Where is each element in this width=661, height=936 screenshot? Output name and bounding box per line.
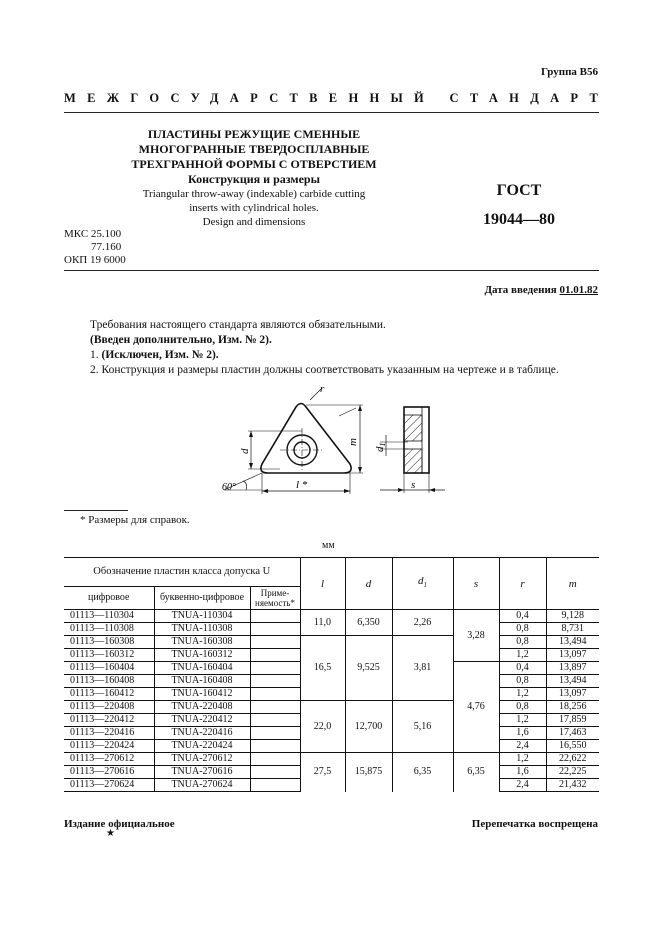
cell-alpha: TNUA-160404 — [154, 662, 250, 675]
cell-applicability — [250, 610, 300, 623]
cell-l: 16,5 — [300, 636, 345, 701]
header-d1-sub: 1 — [423, 581, 427, 590]
cell-r: 1,2 — [499, 688, 546, 701]
header-d: d — [345, 558, 392, 610]
cell-d: 12,700 — [345, 701, 392, 753]
label-m: m — [347, 438, 359, 446]
cell-digit: 01113—160408 — [64, 675, 154, 688]
title-en-line2: inserts with cylindrical holes. — [189, 202, 319, 214]
header-app-line1: Приме- — [260, 588, 290, 598]
cell-applicability — [250, 727, 300, 740]
cell-digit: 01113—270616 — [64, 766, 154, 779]
label-d1-sub: 1 — [378, 442, 387, 447]
cell-digit: 01113—160412 — [64, 688, 154, 701]
header-designation: Обозначение пластин класса допуска U — [64, 558, 300, 587]
title-en-line1: Triangular throw-away (indexable) carbide cutting — [142, 188, 366, 200]
paragraph-1 — [90, 348, 559, 363]
cell-d: 9,525 — [345, 636, 392, 701]
label-l: l * — [296, 479, 308, 491]
gost-block — [454, 176, 584, 234]
title-en-line3: Design and dimensions — [202, 216, 306, 228]
cell-digit: 01113—110304 — [64, 610, 154, 623]
cell-digit: 01113—160308 — [64, 636, 154, 649]
label-d: d — [239, 448, 251, 454]
standard-banner: МЕЖГОСУДАРСТВЕННЫЙ СТАНДАРТ — [64, 91, 610, 105]
cell-m: 13,897 — [546, 662, 599, 675]
cell-applicability — [250, 714, 300, 727]
cell-applicability — [250, 675, 300, 688]
cell-r: 2,4 — [499, 779, 546, 792]
header-m: m — [546, 558, 599, 610]
cell-r: 0,4 — [499, 610, 546, 623]
cell-r: 0,8 — [499, 701, 546, 714]
cell-applicability — [250, 779, 300, 792]
cell-m: 17,859 — [546, 714, 599, 727]
cell-d1: 5,16 — [392, 701, 453, 753]
cell-s: 3,28 — [453, 610, 499, 662]
label-r: r — [320, 383, 325, 395]
cell-applicability — [250, 753, 300, 766]
cell-alpha: TNUA-110304 — [154, 610, 250, 623]
cell-alpha: TNUA-270616 — [154, 766, 250, 779]
header-rule — [64, 112, 599, 113]
cell-d1: 3,81 — [392, 636, 453, 701]
cell-d1: 2,26 — [392, 610, 453, 636]
body-text — [90, 318, 559, 378]
cell-d: 15,875 — [345, 753, 392, 792]
cell-digit: 01113—220408 — [64, 701, 154, 714]
date-label: Дата введения — [484, 284, 557, 296]
title-ru-line1: ПЛАСТИНЫ РЕЖУЩИЕ СМЕННЫЕ — [147, 127, 361, 141]
cell-d1: 6,35 — [392, 753, 453, 792]
label-60: 60° — [222, 482, 236, 493]
header-alpha: буквенно-цифровое — [154, 587, 250, 610]
star-icon: ★ — [106, 828, 115, 839]
cell-l: 11,0 — [300, 610, 345, 636]
cell-digit: 01113—110308 — [64, 623, 154, 636]
cell-applicability — [250, 662, 300, 675]
dimensions-table — [64, 557, 599, 792]
cell-applicability — [250, 688, 300, 701]
header-applicability — [250, 587, 300, 610]
cell-r: 1,2 — [499, 753, 546, 766]
cell-applicability — [250, 649, 300, 662]
mks-code-1: МКС 25.100 — [64, 228, 122, 240]
cell-m: 18,256 — [546, 701, 599, 714]
cell-alpha: TNUA-160412 — [154, 688, 250, 701]
group-code: Группа В56 — [540, 66, 598, 78]
cell-digit: 01113—220412 — [64, 714, 154, 727]
cell-digit: 01113—270612 — [64, 753, 154, 766]
cell-m: 22,622 — [546, 753, 599, 766]
cell-alpha: TNUA-110308 — [154, 623, 250, 636]
insert-drawing — [210, 380, 450, 505]
table-body — [64, 610, 599, 792]
label-d1 — [374, 443, 387, 453]
gost-label: ГОСТ — [496, 182, 542, 199]
footer-official-edition: Издание официальное — [64, 818, 175, 830]
cell-alpha: TNUA-220416 — [154, 727, 250, 740]
header-s: s — [453, 558, 499, 610]
cell-digit: 01113—220416 — [64, 727, 154, 740]
paragraph-1-num: 1. — [90, 349, 99, 361]
cell-alpha: TNUA-220408 — [154, 701, 250, 714]
cell-alpha: TNUA-270624 — [154, 779, 250, 792]
cell-alpha: TNUA-160308 — [154, 636, 250, 649]
cell-m: 13,097 — [546, 649, 599, 662]
cell-r: 1,2 — [499, 649, 546, 662]
gost-number: 19044—80 — [483, 211, 555, 228]
cell-m: 16,550 — [546, 740, 599, 753]
cell-applicability — [250, 623, 300, 636]
cell-digit: 01113—160312 — [64, 649, 154, 662]
cell-m: 13,494 — [546, 636, 599, 649]
cell-r: 1,6 — [499, 727, 546, 740]
cell-s: 6,35 — [453, 753, 499, 792]
cell-m: 9,128 — [546, 610, 599, 623]
okp-code: ОКП 19 6000 — [64, 254, 126, 266]
header-digit: цифровое — [64, 587, 154, 610]
cell-m: 13,494 — [546, 675, 599, 688]
header-r: r — [499, 558, 546, 610]
cell-digit: 01113—220424 — [64, 740, 154, 753]
introduction-date — [484, 284, 598, 296]
header-d1 — [392, 558, 453, 610]
title-ru-line4: Конструкция и размеры — [188, 172, 320, 186]
header-l: l — [300, 558, 345, 610]
footnote-rule — [64, 510, 128, 511]
codes-rule — [64, 270, 599, 271]
cell-r: 0,8 — [499, 623, 546, 636]
cell-alpha: TNUA-220412 — [154, 714, 250, 727]
title-ru-line2: МНОГОГРАННЫЕ ТВЕРДОСПЛАВНЫЕ — [138, 142, 370, 156]
cell-r: 0,4 — [499, 662, 546, 675]
cell-s: 4,76 — [453, 662, 499, 753]
header-app-line2: няемость* — [255, 598, 295, 608]
cell-applicability — [250, 701, 300, 714]
classification-codes — [64, 228, 126, 267]
cell-r: 0,8 — [499, 675, 546, 688]
date-value: 01.01.82 — [559, 284, 598, 296]
cell-m: 17,463 — [546, 727, 599, 740]
label-d1-base: d — [374, 446, 386, 452]
footer-reprint-prohibited: Перепечатка воспрещена — [471, 818, 598, 830]
cell-l: 27,5 — [300, 753, 345, 792]
cell-alpha: TNUA-220424 — [154, 740, 250, 753]
cell-l: 22,0 — [300, 701, 345, 753]
header-d1-base: d — [418, 575, 424, 588]
table-unit: мм — [322, 540, 335, 551]
table-row — [64, 753, 599, 766]
cell-alpha: TNUA-160312 — [154, 649, 250, 662]
paragraph-1-text: (Исключен, Изм. № 2). — [101, 349, 219, 361]
cell-applicability — [250, 766, 300, 779]
cell-alpha: TNUA-160408 — [154, 675, 250, 688]
cell-applicability — [250, 636, 300, 649]
cell-r: 2,4 — [499, 740, 546, 753]
label-s: s — [411, 479, 416, 491]
cell-digit: 01113—270624 — [64, 779, 154, 792]
paragraph-2: 2. Конструкция и размеры пластин должны соответствовать указанным на чертеже и в таблице. — [90, 364, 559, 376]
cell-r: 1,6 — [499, 766, 546, 779]
document-title — [104, 127, 404, 229]
cell-m: 21,432 — [546, 779, 599, 792]
table-row — [64, 610, 599, 623]
paragraph-mandatory: Требования настоящего стандарта являются обязательными. — [90, 319, 386, 331]
cell-digit: 01113—160404 — [64, 662, 154, 675]
table-row — [64, 636, 599, 649]
cell-d: 6,350 — [345, 610, 392, 636]
table-row — [64, 701, 599, 714]
paragraph-added: (Введен дополнительно, Изм. № 2). — [90, 334, 272, 346]
title-ru-line3: ТРЕХГРАННОЙ ФОРМЫ С ОТВЕРСТИЕМ — [131, 157, 377, 171]
cell-applicability — [250, 740, 300, 753]
mks-code-2: 77.160 — [91, 241, 122, 253]
cell-alpha: TNUA-270612 — [154, 753, 250, 766]
insert-triangle-outline — [261, 404, 351, 474]
cell-m: 8,731 — [546, 623, 599, 636]
cell-r: 1,2 — [499, 714, 546, 727]
cell-m: 22,225 — [546, 766, 599, 779]
cell-m: 13,097 — [546, 688, 599, 701]
cell-r: 0,8 — [499, 636, 546, 649]
footnote: * Размеры для справок. — [80, 514, 190, 526]
